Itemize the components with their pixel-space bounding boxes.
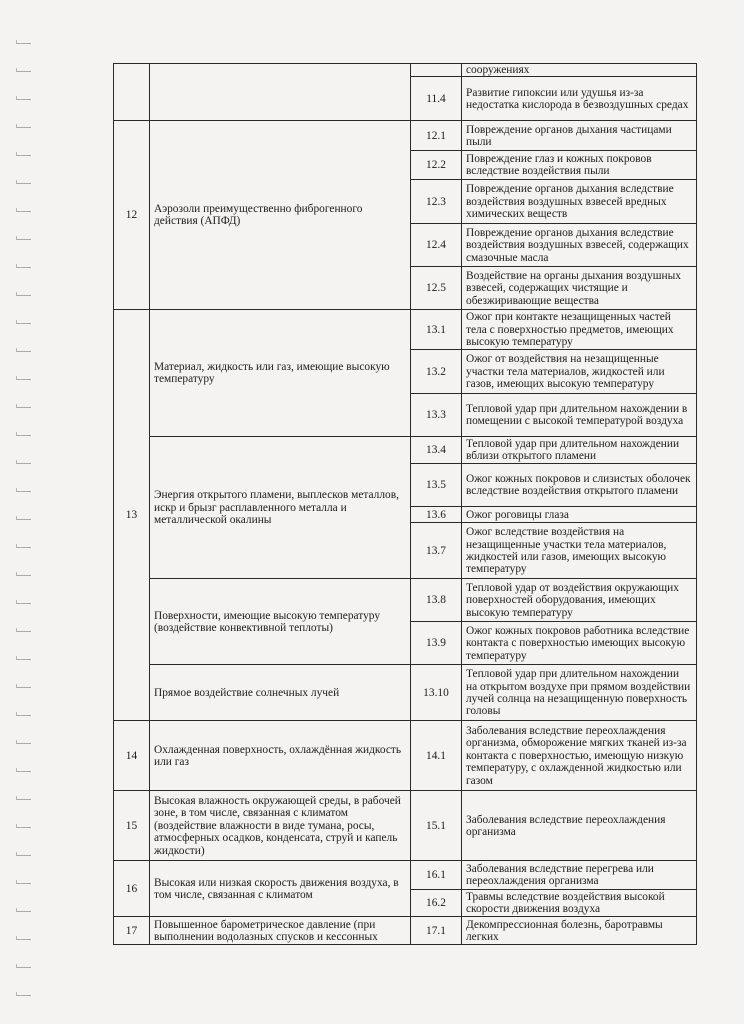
- hazard-cell: Ожог кожных покровов работника вследствие контакта с поверхностью имеющих высокую температуру: [462, 622, 697, 665]
- sub-number: 13.8: [411, 579, 462, 622]
- row-number: [114, 64, 150, 121]
- factor-cell: Материал, жидкость или газ, имеющие высокую температуру: [150, 310, 411, 437]
- row-number: 17: [114, 917, 150, 945]
- table-row: [114, 64, 697, 77]
- hazard-cell: Тепловой удар при длительном нахождении в помещении с высокой температурой воздуха: [462, 394, 697, 437]
- hazard-cell: Тепловой удар при длительном нахождении вблизи открытого пламени: [462, 437, 697, 464]
- hazard-cell: Травмы вследствие воздействия высокой скорости движения воздуха: [462, 890, 697, 917]
- hazard-cell: Заболевания вследствие переохлаждения организма: [462, 791, 697, 861]
- row-number: 15: [114, 791, 150, 861]
- hazard-cell: Заболевания вследствие перегрева или переохлаждения организма: [462, 861, 697, 890]
- table-row: [114, 579, 697, 622]
- hazard-cell: Ожог при контакте незащищенных частей тела с поверхностью предметов, имеющих высокую температуру: [462, 310, 697, 350]
- hazard-cell: Ожог вследствие воздействия на незащищенные участки тела материалов, жидкостей или газов, имеющих высокую температуру: [462, 523, 697, 579]
- hazard-cell: Повреждение органов дыхания вследствие воздействия воздушных взвесей вредных химических веществ: [462, 180, 697, 224]
- hazard-cell: Ожог роговицы глаза: [462, 507, 697, 523]
- factor-cell: Охлажденная поверхность, охлаждённая жидкость или газ: [150, 721, 411, 791]
- factor-cell: Аэрозоли преимущественно фиброгенного действия (АПФД): [150, 121, 411, 310]
- sub-number: 11.4: [411, 77, 462, 121]
- sub-number: 12.5: [411, 267, 462, 310]
- sub-number: 16.1: [411, 861, 462, 890]
- hazard-cell: Развитие гипоксии или удушья из-за недостатка кислорода в безвоздушных средах: [462, 77, 697, 121]
- hazard-cell: Повреждение органов дыхания вследствие воздействия воздушных взвесей, содержащих смазочные масла: [462, 224, 697, 267]
- sub-number: 17.1: [411, 917, 462, 945]
- table-row: [114, 310, 697, 350]
- factor-cell: Прямое воздействие солнечных лучей: [150, 665, 411, 721]
- sub-number: 13.5: [411, 464, 462, 507]
- sub-number: 13.9: [411, 622, 462, 665]
- table-row: [114, 121, 697, 151]
- hazard-cell: Ожог кожных покровов и слизистых оболочек вследствие воздействия открытого пламени: [462, 464, 697, 507]
- row-number: 12: [114, 121, 150, 310]
- hazards-table: [113, 63, 697, 945]
- hazard-cell: сооружениях: [462, 64, 697, 77]
- row-number: 13: [114, 310, 150, 721]
- hazard-cell: Ожог от воздействия на незащищенные участки тела материалов, жидкостей или газов, имеющих высокую температуру: [462, 350, 697, 394]
- row-number: 16: [114, 861, 150, 917]
- sub-number: 13.1: [411, 310, 462, 350]
- table-row: [114, 917, 697, 945]
- sub-number: 13.2: [411, 350, 462, 394]
- hazard-cell: Декомпрессионная болезнь, баротравмы легких: [462, 917, 697, 945]
- factor-cell: Поверхности, имеющие высокую температуру (воздействие конвективной теплоты): [150, 579, 411, 665]
- table-row: [114, 861, 697, 890]
- table-row: [114, 721, 697, 791]
- binder-holes: [0, 0, 40, 1024]
- factor-cell: Высокая или низкая скорость движения воздуха, в том числе, связанная с климатом: [150, 861, 411, 917]
- factor-cell: [150, 64, 411, 121]
- sub-number: [411, 64, 462, 77]
- sub-number: 13.7: [411, 523, 462, 579]
- sub-number: 14.1: [411, 721, 462, 791]
- sub-number: 13.3: [411, 394, 462, 437]
- sub-number: 13.10: [411, 665, 462, 721]
- hazard-cell: Повреждение органов дыхания частицами пыли: [462, 121, 697, 151]
- sub-number: 12.3: [411, 180, 462, 224]
- factor-cell: Повышенное барометрическое давление (при выполнении водолазных спусков и кессонных: [150, 917, 411, 945]
- hazard-cell: Тепловой удар при длительном нахождении на открытом воздухе при прямом воздействии лучей солнца на незащищенную поверхность головы: [462, 665, 697, 721]
- factor-cell: Высокая влажность окружающей среды, в рабочей зоне, в том числе, связанная с климатом (воздействие влажности в виде тумана, росы, атмосферных осадков, конденсата, струй и капель жидкости): [150, 791, 411, 861]
- sub-number: 13.6: [411, 507, 462, 523]
- table-row: [114, 791, 697, 861]
- row-number: 14: [114, 721, 150, 791]
- hazard-cell: Воздействие на органы дыхания воздушных взвесей, содержащих чистящие и обезжиривающие вещества: [462, 267, 697, 310]
- table-row: [114, 665, 697, 721]
- sub-number: 12.4: [411, 224, 462, 267]
- sub-number: 16.2: [411, 890, 462, 917]
- sub-number: 12.2: [411, 151, 462, 180]
- sub-number: 12.1: [411, 121, 462, 151]
- hazard-cell: Повреждение глаз и кожных покровов вследствие воздействия пыли: [462, 151, 697, 180]
- sub-number: 13.4: [411, 437, 462, 464]
- table-row: [114, 437, 697, 464]
- hazard-cell: Тепловой удар от воздействия окружающих поверхностей оборудования, имеющих высокую температуру: [462, 579, 697, 622]
- hazard-cell: Заболевания вследствие переохлаждения организма, обморожение мягких тканей из-за контакта с поверхностью, имеющую низкую температуру, с охлажденной жидкостью или газом: [462, 721, 697, 791]
- sub-number: 15.1: [411, 791, 462, 861]
- factor-cell: Энергия открытого пламени, выплесков металлов, искр и брызг расплавленного металла и металлической окалины: [150, 437, 411, 579]
